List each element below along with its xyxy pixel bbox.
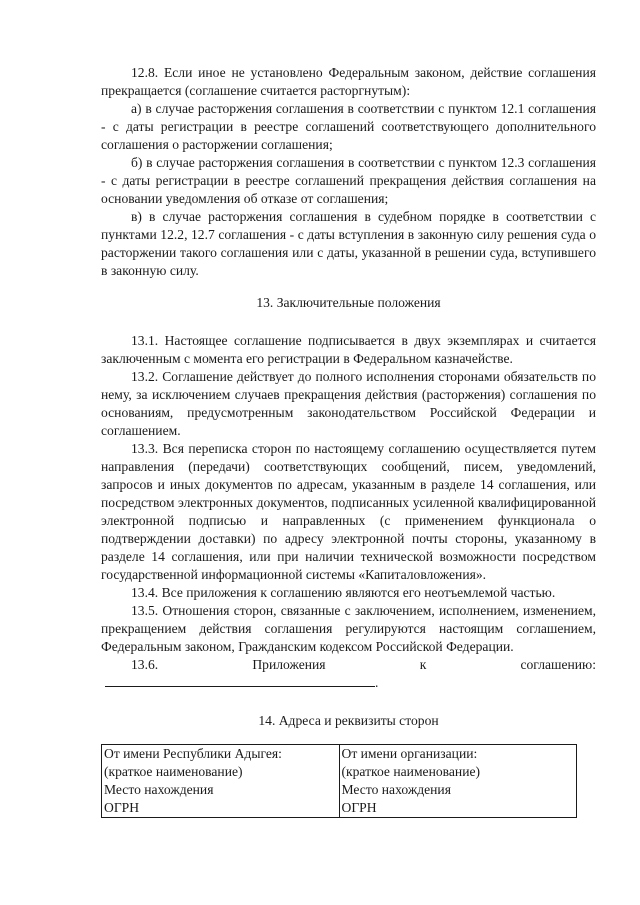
paragraph-12-8: 12.8. Если иное не установлено Федеральным законом, действие соглашения прекращается (соглашение считается расторгнутым): — [101, 65, 596, 98]
paragraph-13-4: 13.4. Все приложения к соглашению являются его неотъемлемой частью. — [131, 585, 556, 600]
organization-ogrn: ОГРН — [341, 800, 377, 815]
paragraph-13-1: 13.1. Настоящее соглашение подписывается в двух экземплярах и считается заключенным с момента его регистрации в Федеральном казначействе. — [101, 333, 596, 366]
organization-header: От имени организации: — [341, 746, 478, 761]
document-page — [101, 64, 596, 818]
appendix-blank-line — [105, 674, 375, 687]
paragraph-13-5: 13.5. Отношения сторон, связанные с заключением, исполнением, изменением, прекращением действия соглашения регулируются настоящим соглашением, Федеральным законом, Гражданским кодексом Российской Федерации. — [101, 603, 596, 654]
paragraph-13-6-end: . — [375, 675, 379, 690]
paragraph-13-6 — [101, 656, 596, 692]
republic-header: От имени Республики Адыгея: — [104, 746, 282, 761]
republic-ogrn: ОГРН — [104, 800, 140, 815]
organization-location: Место нахождения — [341, 782, 451, 797]
republic-location: Место нахождения — [104, 782, 214, 797]
paragraph-13-3: 13.3. Вся переписка сторон по настоящему соглашению осуществляется путем направления (передачи) соответствующих сообщений, писем, уведомлений, запросов и иных документов по адресам, указанным в разделе 14 соглашения, или посредством электронных документов, подписанных усиленной квалифицированной электронной подписью и направленных (с применением функционала о подтверждении доставки) по адресу электронной почты стороны, указанному в разделе 14 соглашения, или при наличии технической возможности посредством государственной информационной системы «Капиталовложения». — [101, 441, 596, 582]
section-14-title: 14. Адреса и реквизиты сторон — [258, 713, 439, 728]
paragraph-12-8-b: б) в случае расторжения соглашения в соответствии с пунктом 12.3 соглашения - с даты регистрации в реестре соглашений прекращения действия соглашения на основании уведомления об отказе от соглашения; — [101, 155, 596, 206]
republic-short-name: (краткое наименование) — [104, 764, 243, 779]
organization-short-name: (краткое наименование) — [341, 764, 481, 779]
paragraph-12-8-v: в) в случае расторжения соглашения в судебном порядке в соответствии с пунктами 12.2, 12.7 соглашения - с даты вступления в законную силу решения суда о расторжении такого соглашения или с даты, указанной в решении суда, вступившего в законную силу. — [101, 209, 596, 278]
paragraph-12-8-a: а) в случае расторжения соглашения в соответствии с пунктом 12.1 соглашения - с даты регистрации в реестре соглашений соответствующего дополнительного соглашения о расторжении соглашения; — [101, 101, 596, 152]
section-13-title: 13. Заключительные положения — [256, 295, 441, 310]
requisites-cell-organization — [339, 745, 577, 818]
requisites-table — [101, 744, 577, 818]
paragraph-13-2: 13.2. Соглашение действует до полного исполнения сторонами обязательств по нему, за исключением случаев прекращения действия (расторжения) соглашения по основаниям, предусмотренным законодательством Российской Федерации и соглашением. — [101, 369, 596, 438]
paragraph-13-6-label: 13.6. Приложения к соглашению: — [131, 657, 596, 672]
requisites-row — [102, 745, 577, 818]
requisites-cell-republic — [102, 745, 340, 818]
